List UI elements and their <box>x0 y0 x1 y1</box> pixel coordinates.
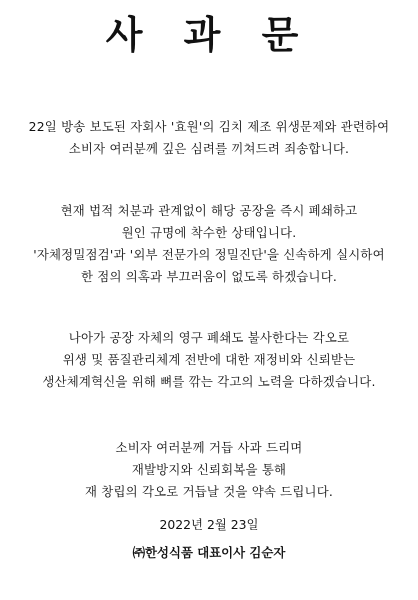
paragraph-line: 위생 및 품질관리체계 전반에 대한 재정비와 신뢰받는 <box>62 352 356 367</box>
paragraph-line: '자체정밀점검'과 '외부 전문가의 정밀진단'을 신속하게 실시하여 <box>33 247 385 262</box>
paragraph-line: 한 점의 의혹과 부끄러움이 없도록 하겠습니다. <box>80 269 338 284</box>
paragraph-line: 현재 법적 처분과 관계없이 해당 공장을 즉시 폐쇄하고 <box>60 203 358 218</box>
paragraph-line: 소비자 여러분께 거듭 사과 드리며 <box>115 440 303 455</box>
paragraph-line: 원인 규명에 착수한 상태입니다. <box>121 225 297 240</box>
document-title: 사 과 문 <box>105 12 313 57</box>
paragraph-line: 생산체계혁신을 위해 뼈를 깎는 각고의 노력을 다하겠습니다. <box>42 374 376 389</box>
paragraph-line: 소비자 여러분께 깊은 심려를 끼쳐드려 죄송합니다. <box>68 141 350 156</box>
document-date: 2022년 2월 23일 <box>159 517 259 532</box>
paragraph-commitment <box>0 327 418 393</box>
paragraph-measures <box>0 200 418 288</box>
paragraph-line: 재발방지와 신뢰회복을 통해 <box>131 462 287 477</box>
document-signature: ㈜한성식품 대표이사 김순자 <box>132 545 286 560</box>
paragraph-line: 나아가 공장 자체의 영구 폐쇄도 불사한다는 각오로 <box>68 330 350 345</box>
paragraph-apology <box>0 116 418 160</box>
paragraph-line: 22일 방송 보도된 자회사 '효원'의 김치 제조 위생문제와 관련하여 <box>28 119 390 134</box>
paragraph-promise <box>0 437 418 503</box>
paragraph-line: 재 창립의 각오로 거듭날 것을 약속 드립니다. <box>84 484 334 499</box>
